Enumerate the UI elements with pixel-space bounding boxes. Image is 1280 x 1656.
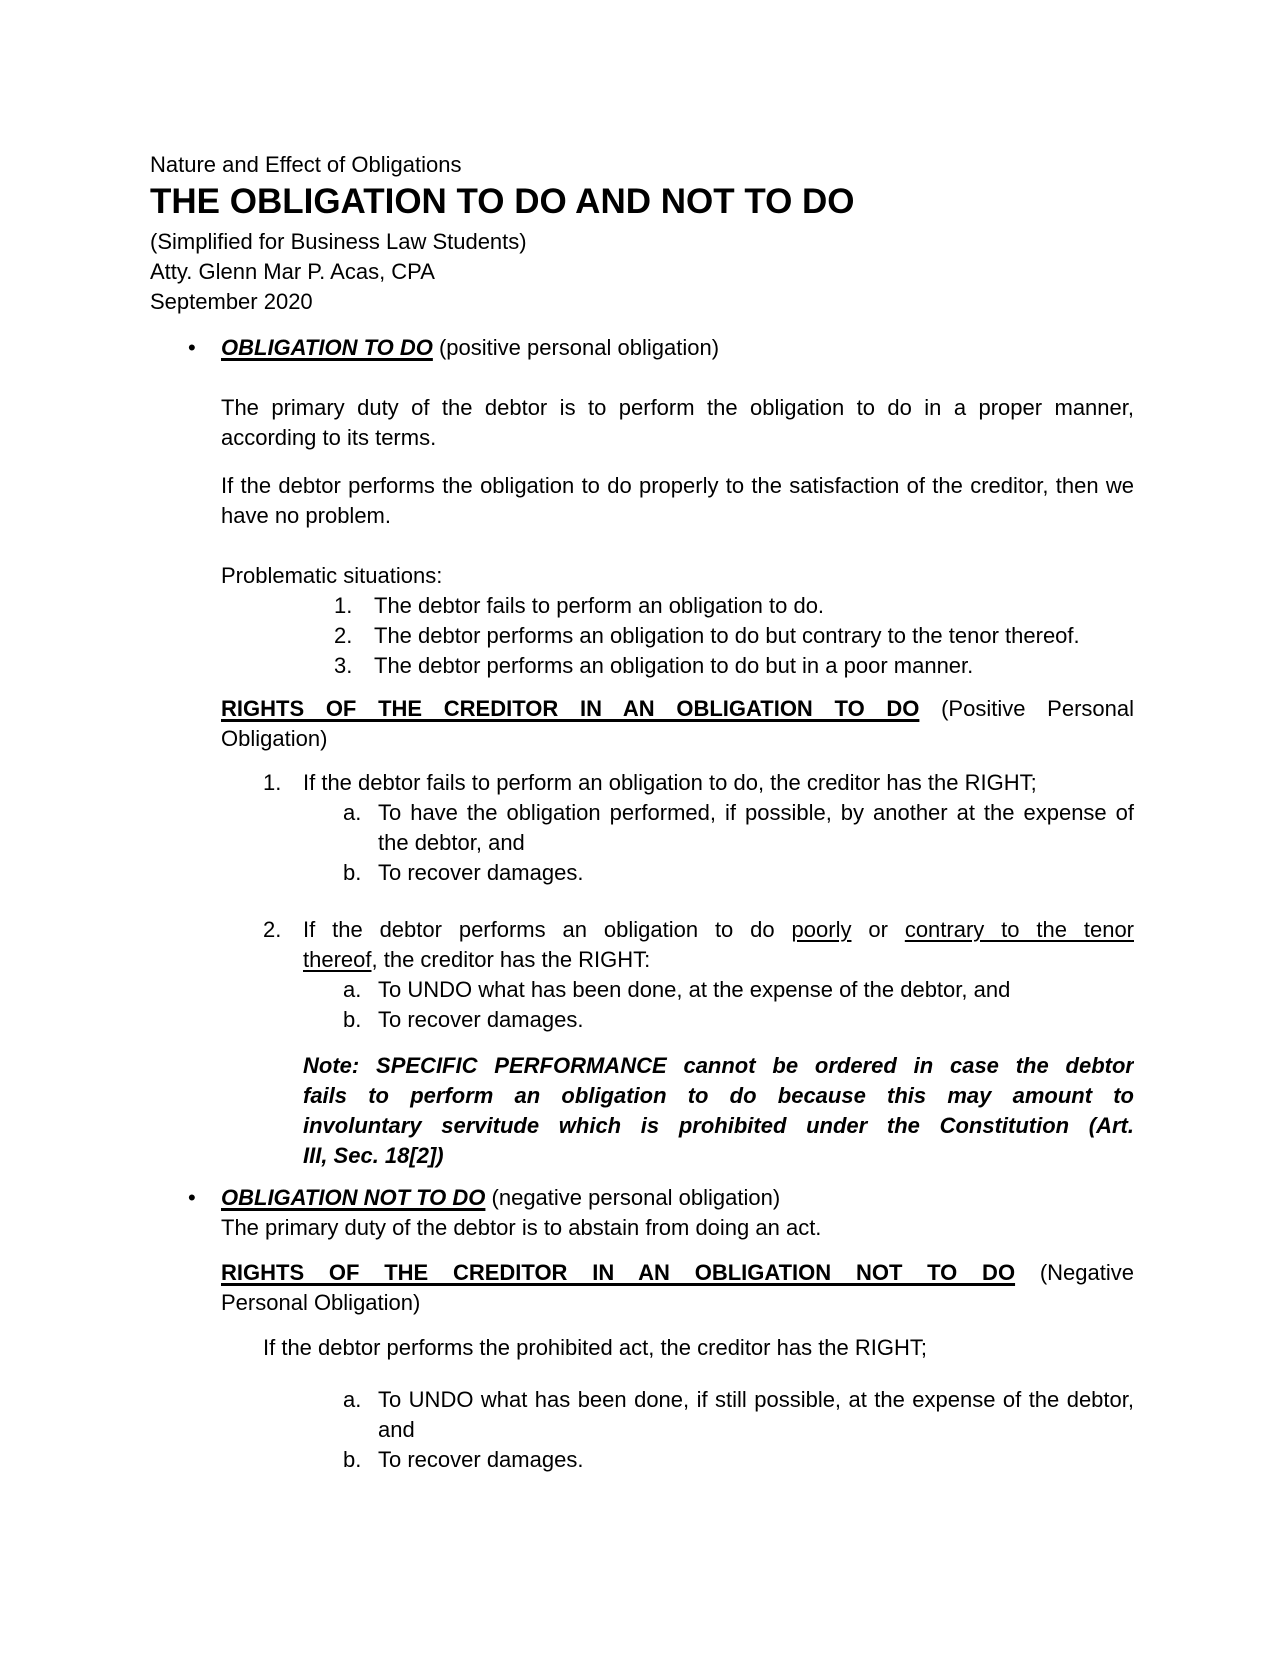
underlined-text: thereof [303, 947, 372, 972]
rights-heading-line2: Personal Obligation) [221, 1290, 421, 1315]
sub-item-text: To UNDO what has been done, at the expense of the debtor, and [378, 977, 1011, 1002]
rights-heading-line2: Obligation) [221, 726, 328, 751]
problem-list [221, 591, 1134, 681]
list-marker: a. [343, 800, 362, 825]
list-marker: 2. [263, 917, 282, 942]
sub-item-b [343, 1445, 1134, 1475]
text-run: or [851, 917, 905, 942]
list-item [334, 651, 1134, 681]
sub-item-a [343, 975, 1134, 1005]
rights-heading-line1 [221, 1258, 1134, 1288]
rights-heading-underlined: RIGHTS OF THE CREDITOR IN AN OBLIGATION TO DO [221, 696, 920, 721]
subtitle-line: (Simplified for Business Law Students) [150, 229, 527, 254]
sub-item-text: To have the obligation performed, if possible, by another at the expense of the debtor, and [378, 800, 1134, 855]
heading-note: (positive personal obligation) [432, 335, 720, 360]
course-line: Nature and Effect of Obligations [150, 152, 462, 177]
list-marker: b. [343, 860, 362, 885]
date-line: September 2020 [150, 289, 313, 314]
numbered-item-1 [263, 768, 1134, 888]
list-marker: 1. [334, 593, 353, 618]
heading-note: (negative personal obligation) [485, 1185, 781, 1210]
list-item-text: The debtor fails to perform an obligation to do. [374, 593, 825, 618]
bullet-item-obligation-to-do [188, 333, 1134, 363]
intro-prohibited-act: If the debtor performs the prohibited act, the creditor has the RIGHT; [263, 1335, 927, 1360]
sub-item-a [343, 798, 1134, 858]
list-marker: 3. [334, 653, 353, 678]
rights-heading-line1 [221, 694, 1134, 724]
list-marker: b. [343, 1007, 362, 1032]
sub-item-a [343, 1385, 1134, 1445]
note-line: involuntary servitude which is prohibited under the Constitution (Art. [303, 1113, 1134, 1138]
numbered-item-2 [263, 915, 1134, 1035]
item-line [303, 945, 1134, 975]
rights-heading-negative [221, 1258, 1134, 1318]
numbered-item-text: If the debtor fails to perform an obligation to do, the creditor has the RIGHT; [303, 770, 1037, 795]
note-line: III, Sec. 18[2]) [303, 1143, 444, 1168]
item-line [303, 915, 1134, 945]
rights-heading-note: (Negative [1015, 1260, 1134, 1285]
sub-item-b [343, 858, 1134, 888]
sub-item-text: To recover damages. [378, 860, 584, 885]
list-item [334, 621, 1134, 651]
heading-obligation-to-do: OBLIGATION TO DO [221, 335, 433, 360]
sub-item-text: To recover damages. [378, 1007, 584, 1032]
paragraph-abstain: The primary duty of the debtor is to abstain from doing an act. [221, 1215, 822, 1240]
document-content [150, 150, 1134, 1475]
underlined-text: poorly [791, 917, 852, 942]
author-line: Atty. Glenn Mar P. Acas, CPA [150, 259, 435, 284]
text-run: , the creditor has the RIGHT: [371, 947, 651, 972]
text-run: If the debtor performs an obligation to do [303, 917, 792, 942]
note-line: fails to perform an obligation to do because this may amount to [303, 1083, 1134, 1108]
list-marker: b. [343, 1447, 362, 1472]
paragraph-primary-duty: The primary duty of the debtor is to perform the obligation to do in a proper manner, according to its terms. [221, 395, 1134, 450]
list-item [334, 591, 1134, 621]
page-title: THE OBLIGATION TO DO AND NOT TO DO [150, 182, 855, 221]
list-marker: a. [343, 977, 362, 1002]
list-marker: 2. [334, 623, 353, 648]
list-marker: a. [343, 1387, 362, 1412]
sub-item-text: To recover damages. [378, 1447, 584, 1472]
list-marker: 1. [263, 770, 282, 795]
heading-obligation-not-to-do: OBLIGATION NOT TO DO [221, 1185, 486, 1210]
rights-heading-note: (Positive Personal [919, 696, 1134, 721]
note-paragraph [303, 1051, 1134, 1171]
sub-item-text: To UNDO what has been done, if still possible, at the expense of the debtor, and [378, 1387, 1134, 1442]
bullet-item-obligation-not-to-do [188, 1183, 1134, 1213]
list-item-text: The debtor performs an obligation to do but contrary to the tenor thereof. [374, 623, 1080, 648]
underlined-text: contrary to the tenor [904, 917, 1134, 942]
sub-item-b [343, 1005, 1134, 1035]
sub-list [150, 1385, 1134, 1475]
numbered-item-text [303, 915, 1134, 975]
bullet-marker-icon: • [188, 335, 196, 360]
note-line: Note: SPECIFIC PERFORMANCE cannot be ordered in case the debtor [303, 1053, 1134, 1078]
list-item-text: The debtor performs an obligation to do but in a poor manner. [374, 653, 974, 678]
paragraph-no-problem: If the debtor performs the obligation to do properly to the satisfaction of the creditor, then we have no problem. [221, 473, 1134, 528]
rights-heading-underlined: RIGHTS OF THE CREDITOR IN AN OBLIGATION NOT TO DO [221, 1260, 1016, 1285]
problems-label: Problematic situations: [221, 563, 443, 588]
bullet-marker-icon: • [188, 1185, 196, 1210]
rights-heading-positive [221, 694, 1134, 754]
